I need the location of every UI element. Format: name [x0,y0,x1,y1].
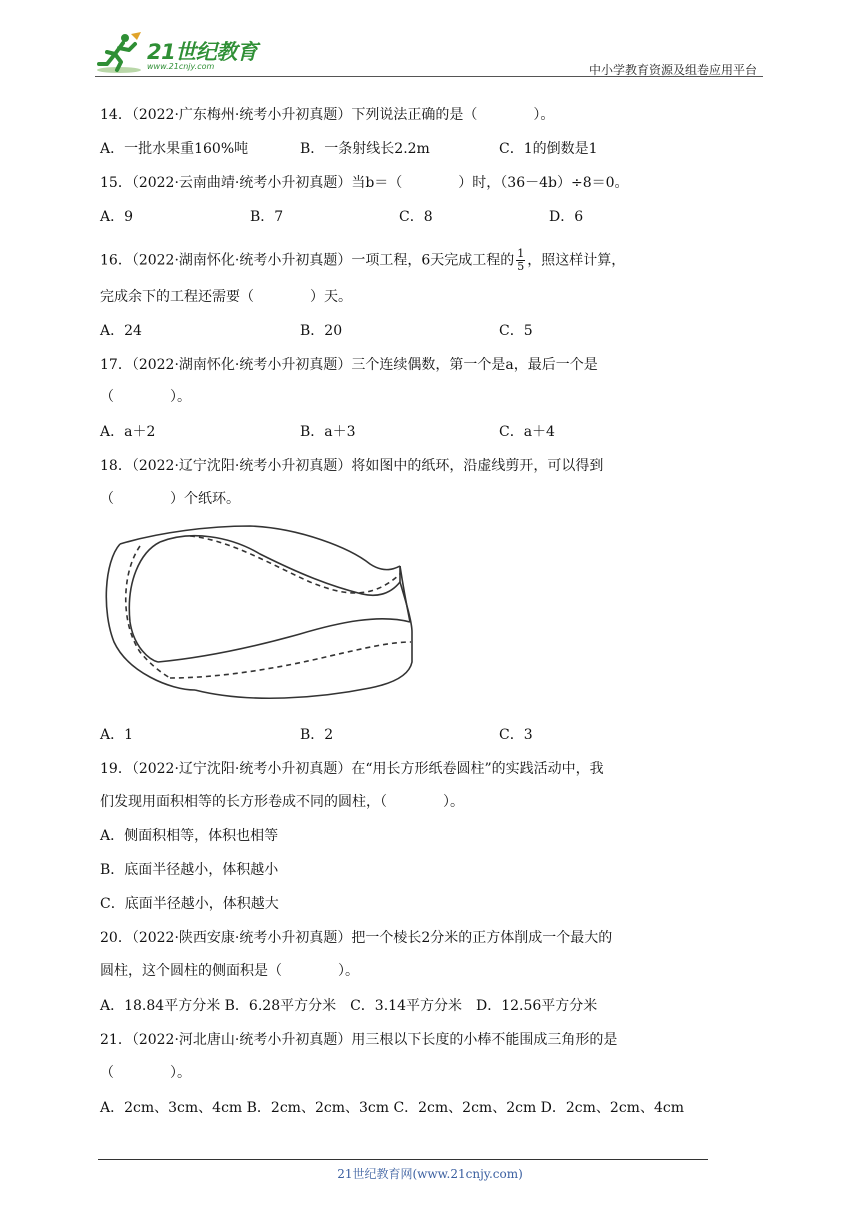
question-18-option-a: A．1 [100,727,134,743]
question-14-option-a: A．一批水果重160%吨 [100,141,249,157]
fraction-one-fifth [516,248,525,273]
question-20-stem-line2: 圆柱，这个圆柱的侧面积是（ ）。 [100,963,359,979]
question-21-options: A．2cm、3cm、4cm B．2cm、2cm、3cm C．2cm、2cm、2cm D．2cm、2cm、4cm [100,1100,684,1116]
question-16-stem [100,248,625,273]
question-19-stem-line2: 们发现用面积相等的长方形卷成不同的圆柱，（ ）。 [100,794,464,810]
page-header [95,30,763,80]
question-20-options: A．18.84平方分米 B．6.28平方分米 C．3.14平方分米 D．12.56平方分米 [100,998,598,1014]
question-21-stem: 21．（2022·河北唐山·统考小升初真题）用三根以下长度的小棒不能围成三角形的是 [100,1032,618,1048]
question-15-option-a: A．9 [100,209,134,225]
question-14-option-b: B．一条射线长2.2m [300,141,430,157]
runner-logo-icon [95,30,147,76]
question-17-stem: 17．（2022·湖南怀化·统考小升初真题）三个连续偶数，第一个是a，最后一个是 [100,357,598,373]
question-14-stem: 14．（2022·广东梅州·统考小升初真题）下列说法正确的是（ ）。 [100,107,555,123]
header-platform-text: 中小学教育资源及组卷应用平台 [588,63,757,77]
question-18-stem: 18．（2022·辽宁沈阳·统考小升初真题）将如图中的纸环，沿虚线剪开，可以得到 [100,458,604,474]
question-19-option-a: A．侧面积相等，体积也相等 [100,828,279,844]
question-19-option-c: C．底面半径越小，体积越大 [100,896,279,912]
question-16-stem-tail: ，照这样计算， [527,252,626,269]
logo [95,30,265,76]
footer-divider [98,1159,708,1160]
question-14-option-c: C．1的倒数是1 [499,141,598,157]
question-17-option-b: B．a＋3 [300,424,356,440]
question-15-stem: 15．（2022·云南曲靖·统考小升初真题）当b＝（ ）时，（36－4b）÷8＝0。 [100,175,629,191]
question-21-stem-line2: （ ）。 [100,1065,191,1081]
question-16-stem-line2: 完成余下的工程还需要（ ）天。 [100,289,352,305]
question-19-stem: 19．（2022·辽宁沈阳·统考小升初真题）在“用长方形纸卷圆柱”的实践活动中，我 [100,761,604,777]
fraction-denominator: 5 [517,260,525,273]
question-19-option-b: B．底面半径越小，体积越小 [100,862,279,878]
logo-text: 21世纪教育 [147,40,258,64]
question-17-option-a: A．a＋2 [100,424,156,440]
logo-url: www.21cnjy.com [147,62,215,71]
paper-ring-figure [100,522,420,712]
question-18-option-c: C．3 [499,727,533,743]
question-15-option-d: D．6 [549,209,584,225]
question-20-stem: 20．（2022·陕西安康·统考小升初真题）把一个棱长2分米的正方体削成一个最大的 [100,930,613,946]
question-18-option-b: B．2 [300,727,334,743]
question-15-option-c: C．8 [399,209,433,225]
question-18-stem-line2: （ ）个纸环。 [100,491,240,507]
fraction-numerator: 1 [517,247,525,260]
question-15-option-b: B．7 [250,209,284,225]
question-17-stem-line2: （ ）。 [100,389,191,405]
question-16-option-b: B．20 [300,323,343,339]
question-17-option-c: C．a＋4 [499,424,555,440]
question-16-option-a: A．24 [100,323,142,339]
footer-site-text: 21世纪教育网(www.21cnjy.com) [337,1167,523,1181]
question-16-stem-text: 16．（2022·湖南怀化·统考小升初真题）一项工程，6天完成工程的 [100,252,515,269]
header-divider [95,76,763,77]
question-16-option-c: C．5 [499,323,533,339]
